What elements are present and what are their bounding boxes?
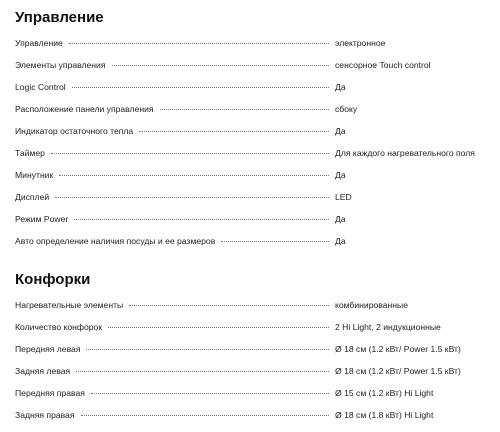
spec-row — [15, 382, 485, 404]
section-heading: Конфорки — [15, 271, 91, 288]
spec-value: Да — [335, 214, 346, 224]
spec-row — [15, 120, 485, 142]
spec-value: электронное — [335, 38, 386, 48]
spec-label: Задняя правая — [15, 410, 75, 420]
dotted-leader — [81, 415, 329, 416]
section-heading: Управление — [15, 9, 104, 26]
spec-row — [15, 360, 485, 382]
spec-label: Авто определение наличия посуды и ее размеров — [15, 236, 216, 246]
spec-row — [15, 32, 485, 54]
dotted-leader — [76, 371, 329, 372]
spec-label: Индикатор остаточного тепла — [15, 126, 134, 136]
spec-label: Количество конфорок — [15, 322, 103, 332]
dotted-leader — [139, 131, 329, 132]
spec-value: сенсорное Touch control — [335, 60, 431, 70]
dotted-leader — [59, 175, 329, 176]
spec-label: Минутник — [15, 170, 54, 180]
spec-row — [15, 230, 485, 252]
dotted-leader — [69, 43, 329, 44]
section-burners — [15, 268, 485, 426]
spec-label: Передняя правая — [15, 388, 85, 398]
spec-value: Да — [335, 126, 346, 136]
spec-row — [15, 54, 485, 76]
spec-row — [15, 316, 485, 338]
spec-value: Да — [335, 82, 346, 92]
spec-label: Расположение панели управления — [15, 104, 154, 114]
spec-row — [15, 338, 485, 360]
spec-row — [15, 142, 485, 164]
spec-value: Ø 18 см (1.2 кВт/ Power 1.5 кВт) — [335, 344, 461, 354]
spec-label: Дисплей — [15, 192, 50, 202]
spec-label: Задняя левая — [15, 366, 71, 376]
dotted-leader — [72, 87, 329, 88]
section-controls — [15, 6, 485, 252]
dotted-leader — [51, 153, 329, 154]
dotted-leader — [129, 305, 329, 306]
spec-value: Ø 15 см (1.2 кВт) Hi Light — [335, 388, 434, 398]
spec-value: комбинированные — [335, 300, 408, 310]
spec-list — [15, 294, 485, 426]
spec-row — [15, 98, 485, 120]
spec-value: сбоку — [335, 104, 358, 114]
spec-value: Ø 18 см (1.8 кВт) Hi Light — [335, 410, 434, 420]
spec-row — [15, 186, 485, 208]
spec-row — [15, 294, 485, 316]
dotted-leader — [91, 393, 329, 394]
spec-value: LED — [335, 192, 352, 202]
spec-row — [15, 208, 485, 230]
spec-label: Logic Control — [15, 82, 66, 92]
spec-value: Для каждого нагревательного поля — [335, 148, 475, 158]
spec-list — [15, 32, 485, 252]
spec-row — [15, 76, 485, 98]
dotted-leader — [74, 219, 329, 220]
spec-label: Передняя левая — [15, 344, 81, 354]
spec-value: Да — [335, 170, 346, 180]
spec-row — [15, 404, 485, 426]
spec-value: 2 Hi Light, 2 индукционные — [335, 322, 441, 332]
dotted-leader — [86, 349, 329, 350]
spec-label: Режим Power — [15, 214, 69, 224]
dotted-leader — [221, 241, 329, 242]
dotted-leader — [55, 197, 329, 198]
spec-label: Элементы управления — [15, 60, 106, 70]
spec-label: Нагревательные элементы — [15, 300, 124, 310]
spec-row — [15, 164, 485, 186]
dotted-leader — [160, 109, 329, 110]
spec-label: Таймер — [15, 148, 45, 158]
dotted-leader — [108, 327, 329, 328]
spec-value: Ø 18 см (1.2 кВт/ Power 1.5 кВт) — [335, 366, 461, 376]
spec-value: Да — [335, 236, 346, 246]
dotted-leader — [112, 65, 330, 66]
spec-label: Управление — [15, 38, 63, 48]
